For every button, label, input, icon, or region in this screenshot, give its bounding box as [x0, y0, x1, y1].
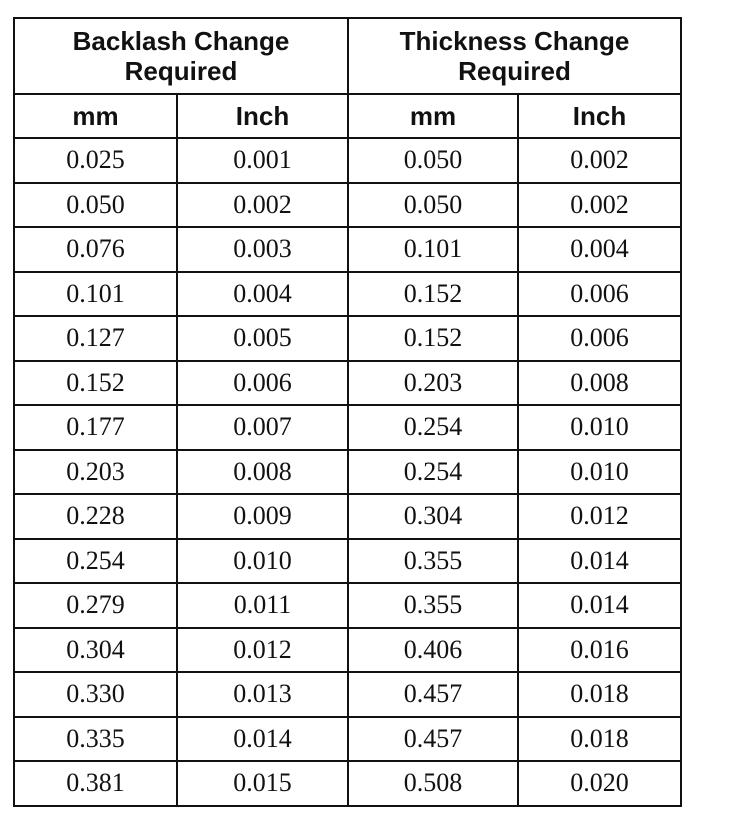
cell-thickness-inch: 0.002: [518, 138, 681, 183]
cell-thickness-mm: 0.152: [348, 272, 518, 317]
table-row: [14, 761, 681, 806]
cell-thickness-mm: 0.304: [348, 494, 518, 539]
cell-thickness-mm: 0.254: [348, 405, 518, 450]
cell-backlash-mm: 0.335: [14, 717, 177, 762]
cell-thickness-mm: 0.050: [348, 138, 518, 183]
table-row: [14, 583, 681, 628]
cell-thickness-mm: 0.101: [348, 227, 518, 272]
thickness-change-header: [348, 18, 681, 94]
table-row: [14, 405, 681, 450]
cell-backlash-mm: 0.050: [14, 183, 177, 228]
cell-thickness-mm: 0.152: [348, 316, 518, 361]
cell-thickness-mm: 0.050: [348, 183, 518, 228]
cell-thickness-inch: 0.020: [518, 761, 681, 806]
cell-backlash-mm: 0.101: [14, 272, 177, 317]
cell-backlash-inch: 0.012: [177, 628, 348, 673]
cell-thickness-inch: 0.018: [518, 717, 681, 762]
cell-backlash-mm: 0.152: [14, 361, 177, 406]
table-row: [14, 717, 681, 762]
cell-backlash-inch: 0.001: [177, 138, 348, 183]
unit-header-backlash-inch: Inch: [177, 94, 348, 138]
cell-backlash-inch: 0.014: [177, 717, 348, 762]
cell-backlash-inch: 0.011: [177, 583, 348, 628]
cell-backlash-mm: 0.254: [14, 539, 177, 584]
table-row: [14, 361, 681, 406]
cell-backlash-inch: 0.007: [177, 405, 348, 450]
unit-header-thickness-mm: mm: [348, 94, 518, 138]
cell-thickness-mm: 0.254: [348, 450, 518, 495]
backlash-thickness-table: [13, 17, 682, 807]
backlash-change-header: [14, 18, 348, 94]
cell-thickness-inch: 0.012: [518, 494, 681, 539]
table-row: [14, 539, 681, 584]
cell-thickness-mm: 0.508: [348, 761, 518, 806]
thickness-header-line2: Required: [458, 56, 571, 86]
cell-backlash-mm: 0.203: [14, 450, 177, 495]
unit-header-backlash-mm: mm: [14, 94, 177, 138]
cell-backlash-inch: 0.005: [177, 316, 348, 361]
cell-backlash-mm: 0.279: [14, 583, 177, 628]
cell-thickness-inch: 0.018: [518, 672, 681, 717]
cell-thickness-inch: 0.014: [518, 583, 681, 628]
cell-backlash-inch: 0.004: [177, 272, 348, 317]
cell-backlash-inch: 0.010: [177, 539, 348, 584]
cell-thickness-mm: 0.355: [348, 539, 518, 584]
table-row: [14, 672, 681, 717]
table-row: [14, 272, 681, 317]
cell-backlash-mm: 0.025: [14, 138, 177, 183]
cell-thickness-mm: 0.203: [348, 361, 518, 406]
table-row: [14, 316, 681, 361]
cell-thickness-inch: 0.010: [518, 405, 681, 450]
cell-backlash-mm: 0.127: [14, 316, 177, 361]
cell-thickness-inch: 0.014: [518, 539, 681, 584]
cell-thickness-inch: 0.006: [518, 272, 681, 317]
cell-backlash-inch: 0.002: [177, 183, 348, 228]
cell-backlash-inch: 0.009: [177, 494, 348, 539]
thickness-header-line1: Thickness Change: [399, 26, 630, 56]
cell-thickness-mm: 0.355: [348, 583, 518, 628]
cell-backlash-mm: 0.330: [14, 672, 177, 717]
backlash-header-line2: Required: [124, 56, 238, 86]
unit-header-row: [14, 94, 681, 138]
cell-thickness-mm: 0.457: [348, 717, 518, 762]
table-row: [14, 450, 681, 495]
cell-thickness-inch: 0.002: [518, 183, 681, 228]
unit-header-thickness-inch: Inch: [518, 94, 681, 138]
table-row: [14, 628, 681, 673]
table-row: [14, 138, 681, 183]
cell-backlash-mm: 0.228: [14, 494, 177, 539]
cell-thickness-inch: 0.006: [518, 316, 681, 361]
cell-backlash-mm: 0.304: [14, 628, 177, 673]
cell-thickness-mm: 0.457: [348, 672, 518, 717]
table-row: [14, 227, 681, 272]
backlash-header-line1: Backlash Change: [72, 26, 290, 56]
cell-thickness-mm: 0.406: [348, 628, 518, 673]
cell-thickness-inch: 0.008: [518, 361, 681, 406]
cell-thickness-inch: 0.010: [518, 450, 681, 495]
cell-backlash-inch: 0.003: [177, 227, 348, 272]
cell-thickness-inch: 0.016: [518, 628, 681, 673]
group-header-row: [14, 18, 681, 94]
table-row: [14, 494, 681, 539]
cell-backlash-inch: 0.013: [177, 672, 348, 717]
table-body: [14, 138, 681, 806]
cell-backlash-mm: 0.381: [14, 761, 177, 806]
cell-backlash-inch: 0.006: [177, 361, 348, 406]
cell-backlash-inch: 0.008: [177, 450, 348, 495]
cell-backlash-mm: 0.076: [14, 227, 177, 272]
table-row: [14, 183, 681, 228]
cell-backlash-mm: 0.177: [14, 405, 177, 450]
cell-backlash-inch: 0.015: [177, 761, 348, 806]
cell-thickness-inch: 0.004: [518, 227, 681, 272]
